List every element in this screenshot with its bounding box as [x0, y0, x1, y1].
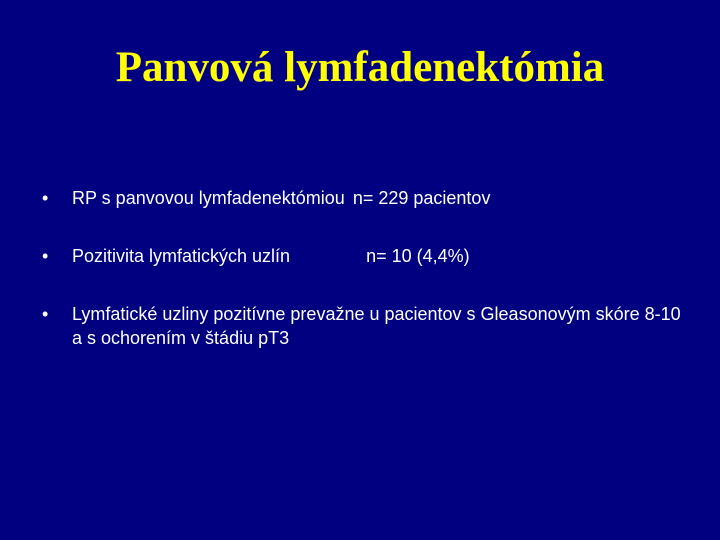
- bullet-value: n= 10 (4,4%): [366, 246, 470, 266]
- bullet-item: [42, 186, 682, 210]
- bullet-text: RP s panvovou lymfadenektómiou: [72, 188, 345, 208]
- bullet-item: [42, 244, 682, 268]
- bullet-glyph: •: [42, 188, 49, 208]
- bullet-glyph: •: [42, 304, 49, 324]
- bullet-value: n= 229 pacientov: [352, 188, 491, 208]
- bullet-item: [42, 302, 682, 350]
- bullet-glyph: •: [42, 246, 49, 266]
- slide-title: Panvová lymfadenektómia: [115, 44, 605, 91]
- bullet-text: Pozitivita lymfatických uzlín: [72, 246, 291, 266]
- bullet-list: [42, 186, 682, 384]
- bullet-text: Lymfatické uzliny pozitívne prevažne u pacientov s Gleasonovým skóre 8-10 a s ochorením v štádiu pT3: [72, 304, 681, 348]
